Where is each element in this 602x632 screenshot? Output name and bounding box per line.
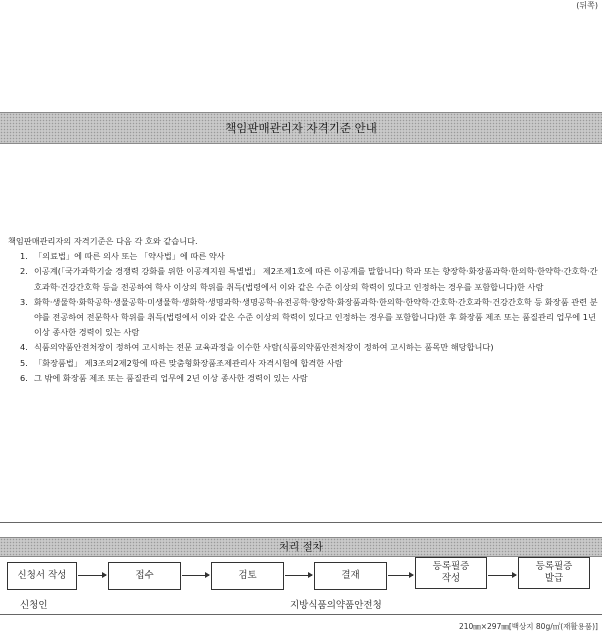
item-number: 4. (20, 342, 28, 353)
item-number: 1. (20, 251, 28, 262)
qualification-list (8, 249, 598, 386)
item-number: 3. (20, 296, 28, 307)
list-item (8, 371, 598, 386)
authority-label: 지방식품의약품안전청 (290, 600, 382, 611)
back-page-label: (뒤쪽) (576, 1, 598, 10)
paper-spec: 210㎜×297㎜[백상지 80g/㎡(재활용품)] (458, 622, 598, 631)
arrow-right-icon (78, 575, 106, 576)
item-text: 「의료법」에 따른 의사 또는 「약사법」에 따른 약사 (34, 251, 225, 262)
item-number: 2. (20, 266, 28, 277)
footer-divider (0, 614, 602, 615)
arrow-right-icon (388, 575, 413, 576)
item-text: 그 밖에 화장품 제조 또는 품질관리 업무에 2년 이상 종사한 경력이 있는 사람 (34, 372, 308, 383)
step-review: 검토 (211, 562, 284, 590)
step-approval: 결재 (314, 562, 387, 590)
step-certificate-draft: 등록필증 작성 (415, 557, 487, 589)
step-certificate-issue: 등록필증 발급 (518, 557, 590, 589)
arrow-right-icon (285, 575, 312, 576)
list-item (8, 295, 598, 341)
list-item (8, 356, 598, 371)
step-application: 신청서 작성 (7, 562, 77, 590)
item-number: 5. (20, 357, 28, 368)
qualification-content (8, 234, 598, 386)
intro-text: 책임판매관리자의 자격기준은 다음 각 호와 같습니다. (8, 236, 198, 246)
procedure-title: 처리 절차 (279, 541, 323, 553)
item-text: 화학·생물학·화학공학·생물공학·미생물학·생화학·생명과학·생명공학·유전공학·향장학·화장품과학·한의학·한약학·간호학·간호과학·건강간호학 등 화장품 관련 분야를 전공하여 전문학사 학위를 취득(법령에서 이와 같은 수준 이상의 학력이 있다고 인정하는 경우를 포함합니다)한 후 화장품 제조 또는 품질관리 업무에 1년 이상 종사한 경력이 있는 사람 (34, 296, 598, 338)
step-receipt: 접수 (108, 562, 181, 590)
list-item (8, 249, 598, 264)
arrow-right-icon (488, 575, 516, 576)
item-text: 식품의약품안전처장이 정하여 고시하는 전문 교육과정을 이수한 사람(식품의약품안전처장이 정하여 고시하는 품목만 해당합니다) (34, 342, 494, 353)
arrow-right-icon (182, 575, 209, 576)
list-item (8, 340, 598, 355)
list-item (8, 264, 598, 294)
procedure-title-bar (0, 537, 602, 557)
document-title: 책임판매관리자 자격기준 안내 (225, 121, 377, 135)
item-number: 6. (20, 372, 28, 383)
item-text: 이공계(「국가과학기술 경쟁력 강화를 위한 이공계지원 특별법」 제2조제1호에 따른 이공계를 말합니다) 학과 또는 향장학·화장품과학·한의학·한약학·간호학·간호과학·건강간호학 등을 전공하여 학사 이상의 학위를 취득(법령에서 이와 같은 수준 이상의 학력이 있다고 인정하는 경우를 포함합니다)한 사람 (34, 266, 598, 292)
item-text: 「화장품법」 제3조의2제2항에 따른 맞춤형화장품조제관리사 자격시험에 합격한 사람 (34, 357, 343, 368)
document-title-bar (0, 112, 602, 144)
applicant-label: 신청인 (20, 600, 48, 611)
section-divider (0, 522, 602, 523)
